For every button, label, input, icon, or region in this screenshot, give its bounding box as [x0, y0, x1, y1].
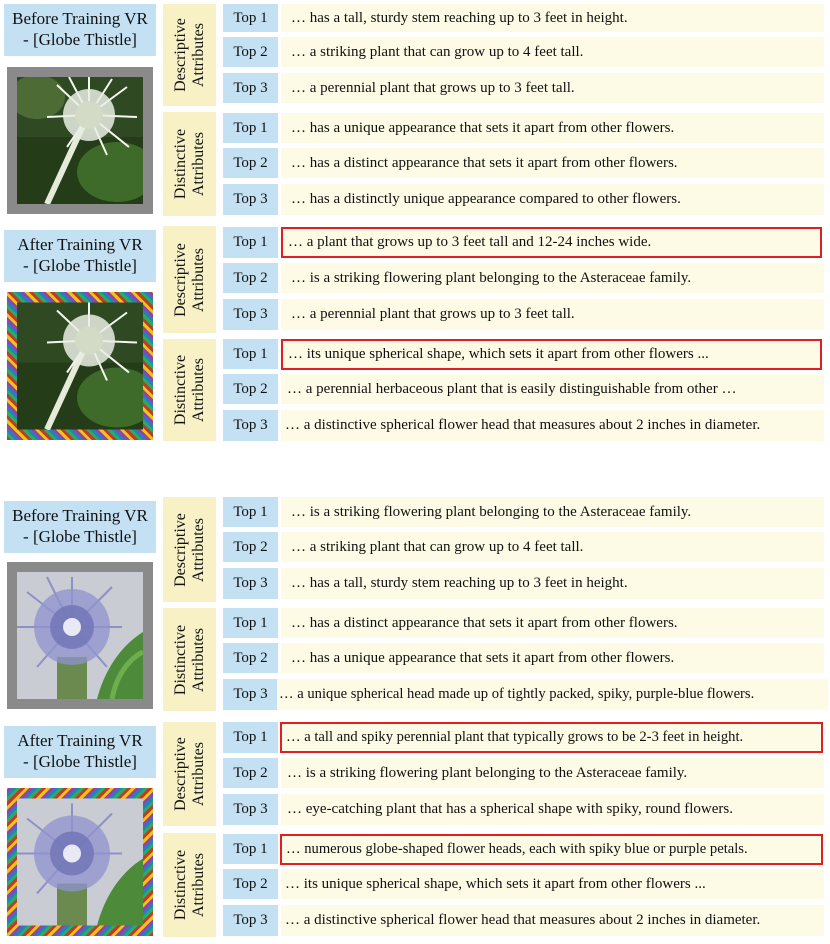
attribute-text: … has a unique appearance that sets it apart from other flowers.: [281, 113, 824, 143]
attribute-text: … a striking plant that can grow up to 4 feet tall.: [281, 532, 824, 562]
rank-label: Top 1: [223, 339, 278, 369]
attribute-text: … is a striking flowering plant belonging to the Asteraceae family.: [281, 758, 824, 788]
attribute-text: … is a striking flowering plant belonging to the Asteraceae family.: [281, 497, 824, 527]
rank-label: Top 1: [223, 4, 278, 32]
attribute-text: … has a tall, sturdy stem reaching up to 3 feet in height.: [281, 4, 824, 32]
rank-label: Top 2: [223, 532, 278, 562]
before-caption: Before Training VR - [Globe Thistle]: [4, 4, 156, 56]
attribute-text: … a unique spherical head made up of tightly packed, spiky, purple-blue flowers.: [277, 679, 828, 710]
attribute-text: … has a distinctly unique appearance compared to other flowers.: [281, 184, 824, 215]
rank-label: Top 3: [223, 410, 278, 441]
rank-label: Top 1: [223, 608, 278, 638]
rank-label: Top 2: [223, 148, 278, 178]
before-caption: Before Training VR - [Globe Thistle]: [4, 501, 156, 553]
attribute-text: … a perennial herbaceous plant that is easily distinguishable from other …: [281, 374, 824, 404]
rank-label: Top 2: [223, 643, 278, 673]
flower-image-purple: [7, 562, 153, 709]
highlighted-attribute-text: … a plant that grows up to 3 feet tall and 12-24 inches wide.: [281, 227, 822, 258]
rank-label: Top 1: [223, 722, 278, 753]
attribute-text: … is a striking flowering plant belonging to the Asteraceae family.: [281, 263, 824, 293]
rank-label: Top 1: [223, 497, 278, 527]
attribute-text: … a perennial plant that grows up to 3 feet tall.: [281, 73, 824, 103]
rank-label: Top 3: [223, 568, 278, 599]
attribute-text: … eye-catching plant that has a spherical shape with spiky, round flowers.: [281, 794, 824, 825]
attribute-text: … has a tall, sturdy stem reaching up to 3 feet in height.: [281, 568, 824, 599]
group-label-distinctive: Distinctive Attributes: [163, 112, 216, 216]
rank-label: Top 3: [223, 794, 278, 825]
flower-image-purple-perturbed: [7, 788, 153, 936]
group-label-descriptive: Descriptive Attributes: [163, 497, 216, 602]
rank-label: Top 2: [223, 263, 278, 293]
group-label-distinctive: Distinctive Attributes: [163, 833, 216, 937]
rank-label: Top 3: [223, 184, 278, 215]
attribute-text: … has a distinct appearance that sets it apart from other flowers.: [281, 608, 824, 638]
highlighted-attribute-text: … a tall and spiky perennial plant that typically grows to be 2-3 feet in height.: [280, 722, 823, 753]
group-label-distinctive: Distinctive Attributes: [163, 339, 216, 441]
attribute-text: … has a distinct appearance that sets it apart from other flowers.: [281, 148, 824, 178]
rank-label: Top 2: [223, 37, 278, 67]
after-caption: After Training VR - [Globe Thistle]: [4, 230, 156, 282]
flower-image-white: [7, 67, 153, 214]
after-caption: After Training VR - [Globe Thistle]: [4, 726, 156, 778]
flower-image-white-perturbed: [7, 292, 153, 440]
highlighted-attribute-text: … numerous globe-shaped flower heads, each with spiky blue or purple petals.: [280, 834, 823, 865]
attribute-text: … a perennial plant that grows up to 3 feet tall.: [281, 299, 824, 330]
highlighted-attribute-text: … its unique spherical shape, which sets it apart from other flowers ...: [281, 339, 822, 370]
attribute-text: … its unique spherical shape, which sets it apart from other flowers ...: [281, 869, 824, 899]
attribute-text: … a striking plant that can grow up to 4 feet tall.: [281, 37, 824, 67]
rank-label: Top 3: [223, 679, 278, 710]
rank-label: Top 2: [223, 758, 278, 788]
rank-label: Top 1: [223, 113, 278, 143]
rank-label: Top 3: [223, 905, 278, 936]
group-label-descriptive: Descriptive Attributes: [163, 226, 216, 333]
rank-label: Top 3: [223, 299, 278, 330]
attribute-text: … a distinctive spherical flower head that measures about 2 inches in diameter.: [281, 410, 824, 441]
group-label-descriptive: Descriptive Attributes: [163, 4, 216, 106]
attribute-text: … a distinctive spherical flower head that measures about 2 inches in diameter.: [281, 905, 824, 936]
rank-label: Top 1: [223, 834, 278, 864]
rank-label: Top 2: [223, 374, 278, 404]
group-label-distinctive: Distinctive Attributes: [163, 608, 216, 711]
attribute-text: … has a unique appearance that sets it apart from other flowers.: [281, 643, 824, 673]
group-label-descriptive: Descriptive Attributes: [163, 722, 216, 826]
rank-label: Top 2: [223, 869, 278, 899]
rank-label: Top 3: [223, 73, 278, 103]
rank-label: Top 1: [223, 227, 278, 258]
